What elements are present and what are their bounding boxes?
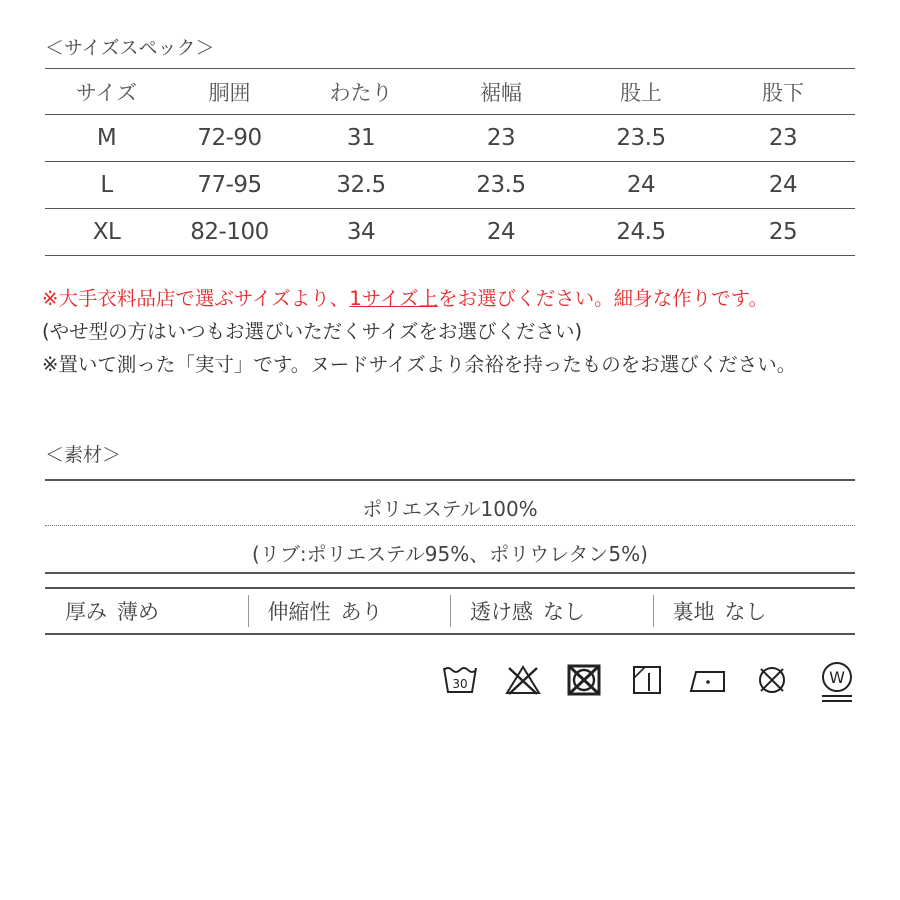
attribute-label: 伸縮性 — [267, 600, 331, 624]
divider — [45, 572, 855, 574]
column-header: サイズ — [45, 69, 168, 115]
table-cell: 24 — [711, 162, 855, 209]
attribute-value: 薄め — [117, 600, 159, 624]
table-cell: 23 — [431, 115, 571, 162]
wash-temperature: 30 — [452, 677, 468, 691]
drip-dry-shade-icon — [632, 665, 662, 695]
table-header-row — [45, 69, 855, 115]
wash-30-icon — [442, 664, 478, 696]
table-cell: 32.5 — [291, 162, 431, 209]
size-spec-table — [45, 68, 855, 256]
table-cell: 23.5 — [571, 115, 711, 162]
table-row — [45, 115, 855, 162]
column-header: 股上 — [571, 69, 711, 115]
table-cell: 23 — [711, 115, 855, 162]
note-text: ※大手衣料品店で選ぶサイズより、 — [42, 287, 350, 310]
table-cell: 25 — [711, 209, 855, 256]
divider — [45, 479, 855, 481]
table-cell: 77-95 — [168, 162, 291, 209]
size-notes — [42, 282, 872, 381]
table-cell: M — [45, 115, 168, 162]
column-header: わたり — [291, 69, 431, 115]
attribute-value: なし — [724, 600, 767, 624]
table-cell: L — [45, 162, 168, 209]
slim-fit-note: (やせ型の方はいつもお選びいただくサイズをお選びください) — [42, 320, 583, 343]
no-bleach-icon — [505, 664, 541, 696]
no-dry-clean-icon — [756, 664, 788, 696]
no-tumble-dry-icon — [566, 663, 602, 697]
table-cell: 31 — [291, 115, 431, 162]
table-cell: XL — [45, 209, 168, 256]
table-cell: 82-100 — [168, 209, 291, 256]
wet-clean-icon — [820, 660, 854, 704]
column-header: 胴囲 — [168, 69, 291, 115]
table-cell: 72-90 — [168, 115, 291, 162]
column-header: 裾幅 — [431, 69, 571, 115]
material-main: ポリエステル100% — [362, 497, 538, 521]
attribute-sheerness — [450, 588, 653, 634]
note-emphasis: 1サイズ上 — [349, 287, 439, 310]
table-row — [45, 162, 855, 209]
material-title: ＜素材＞ — [45, 444, 122, 466]
attribute-value: なし — [543, 600, 585, 624]
wet-clean-letter: W — [829, 668, 845, 687]
measurement-note: ※置いて測った「実寸」です。ヌードサイズより余裕を持ったものをお選びください。 — [42, 353, 797, 376]
dotted-divider — [45, 525, 855, 526]
material-detail: (リブ:ポリエステル95%、ポリウレタン5%) — [252, 542, 648, 566]
table-cell: 34 — [291, 209, 431, 256]
table-cell: 24.5 — [571, 209, 711, 256]
table-cell: 24 — [571, 162, 711, 209]
table-row — [45, 209, 855, 256]
size-advice-note — [42, 282, 872, 315]
attribute-label: 裏地 — [672, 600, 715, 624]
table-cell: 23.5 — [431, 162, 571, 209]
attribute-lining — [653, 588, 856, 634]
fabric-attributes — [45, 588, 855, 634]
attribute-value: あり — [340, 600, 383, 624]
attribute-stretch — [248, 588, 451, 634]
table-cell: 24 — [431, 209, 571, 256]
care-labels — [430, 654, 860, 710]
divider — [45, 633, 855, 635]
attribute-label: 透け感 — [470, 600, 533, 624]
attribute-thickness — [45, 588, 248, 634]
size-spec-title: ＜サイズスペック＞ — [45, 37, 215, 59]
note-text: をお選びください。細身な作りです。 — [438, 287, 769, 310]
iron-low-icon — [688, 666, 728, 694]
attribute-label: 厚み — [65, 600, 107, 624]
column-header: 股下 — [711, 69, 855, 115]
